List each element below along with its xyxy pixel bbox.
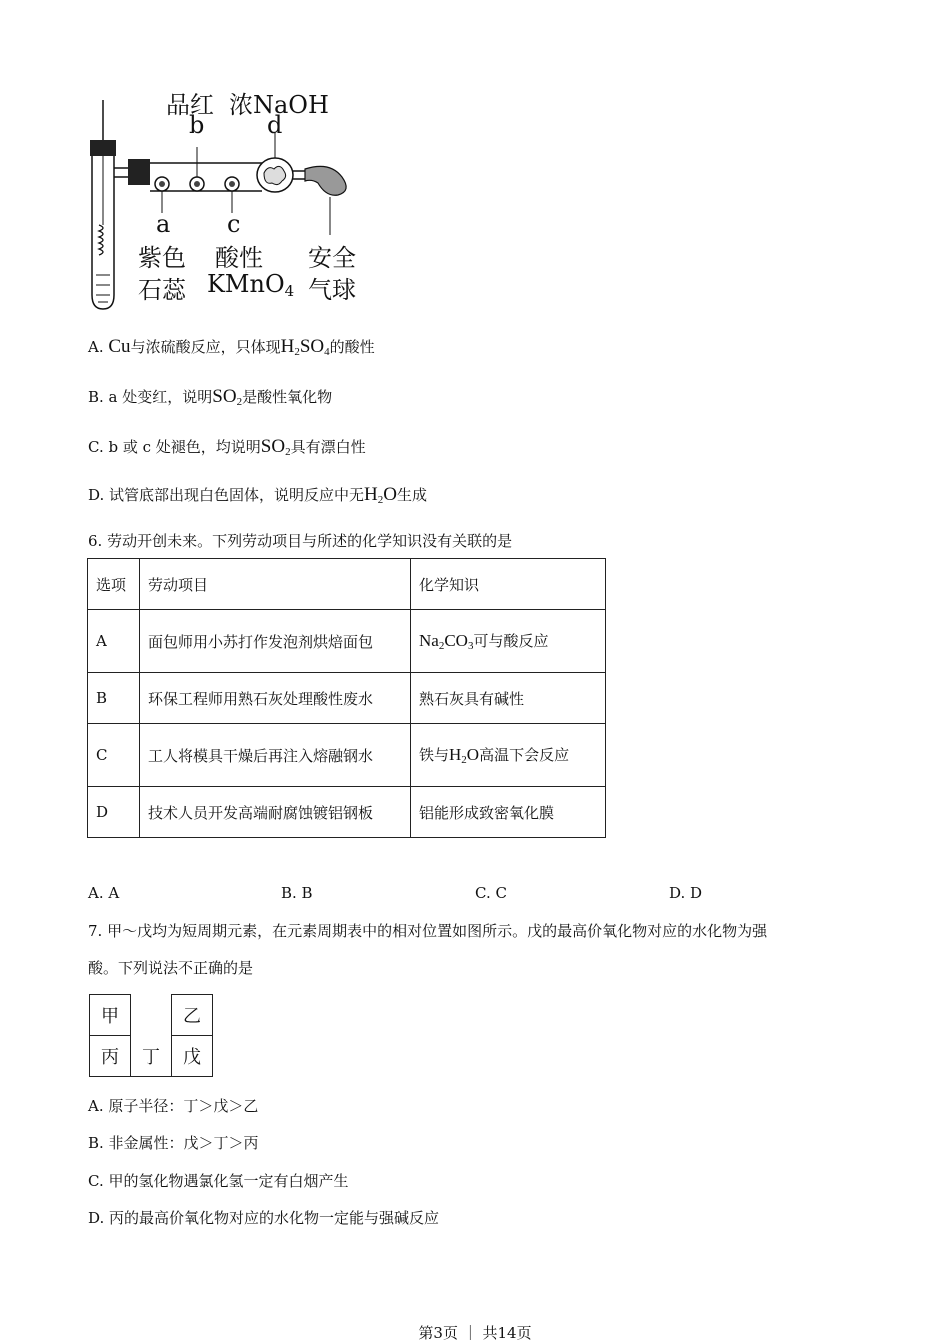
table-header-row <box>88 559 606 610</box>
table-row <box>88 673 606 724</box>
row-option: A <box>88 610 140 673</box>
table-row <box>88 610 606 673</box>
q6-choice-c[interactable]: C. C <box>475 884 507 902</box>
q6-stem: 6. 劳动开创未来。下列劳动项目与所述的化学知识没有关联的是 <box>88 532 513 550</box>
label-purple: 紫色 <box>138 244 186 272</box>
row-option: B <box>88 673 140 724</box>
cell-ding: 丁 <box>131 1036 172 1077</box>
row-item: 环保工程师用熟石灰处理酸性废水 <box>140 673 411 724</box>
cell-bing: 丙 <box>90 1036 131 1077</box>
row-item: 技术人员开发高端耐腐蚀镀铝钢板 <box>140 787 411 838</box>
q7-option-c[interactable]: C. 甲的氢化物遇氯化氢一定有白烟产生 <box>88 1172 349 1190</box>
row-knowledge: $Na_2CO_3$可与酸反应 <box>411 610 606 673</box>
label-litmus: 石蕊 <box>138 276 186 304</box>
q5-option-d[interactable]: D. 试管底部出现白色固体，说明反应中无$H_2O$生成 <box>88 484 428 506</box>
periodic-grid <box>89 994 213 1077</box>
q6-choice-d[interactable]: D. D <box>669 884 703 902</box>
row-option: D <box>88 787 140 838</box>
row-knowledge: 铝能形成致密氧化膜 <box>411 787 606 838</box>
q5-option-c[interactable]: C. b 或 c 处褪色，均说明$SO_2$具有漂白性 <box>88 436 366 458</box>
row-item: 面包师用小苏打作发泡剂烘焙面包 <box>140 610 411 673</box>
page-footer: 第3页 ｜ 共14页 <box>418 1324 532 1342</box>
cell-yi: 乙 <box>172 995 213 1036</box>
header-item: 劳动项目 <box>140 559 411 610</box>
cell-jia: 甲 <box>90 995 131 1036</box>
table-row <box>88 724 606 787</box>
label-safety: 安全 <box>308 244 356 272</box>
label-c: c <box>227 210 241 238</box>
label-acidic: 酸性 <box>215 244 263 272</box>
q7-option-d[interactable]: D. 丙的最高价氧化物对应的水化物一定能与强碱反应 <box>88 1209 440 1227</box>
label-a: a <box>156 210 171 238</box>
cell-wu: 戊 <box>172 1036 213 1077</box>
label-kmno4: KMnO$_4$ <box>207 270 295 300</box>
q6-choice-a[interactable]: A. A <box>88 884 120 902</box>
q5-option-a[interactable]: A. Cu与浓硫酸反应，只体现$H_2SO_4$的酸性 <box>88 336 375 358</box>
row-item: 工人将模具干燥后再注入熔融钢水 <box>140 724 411 787</box>
header-option: 选项 <box>88 559 140 610</box>
q7-stem-line2: 酸。下列说法不正确的是 <box>88 959 254 977</box>
row-option: C <box>88 724 140 787</box>
label-pinhong: 品红 <box>166 91 214 119</box>
cell-empty <box>131 995 172 1036</box>
q6-choice-b[interactable]: B. B <box>281 884 313 902</box>
q7-option-a[interactable]: A. 原子半径：丁＞戊＞乙 <box>88 1097 259 1115</box>
label-d: d <box>267 111 283 139</box>
header-knowledge: 化学知识 <box>411 559 606 610</box>
label-naoh: 浓NaOH <box>229 91 329 119</box>
table-row <box>88 787 606 838</box>
row-knowledge: 熟石灰具有碱性 <box>411 673 606 724</box>
label-b: b <box>189 111 205 139</box>
q5-option-b[interactable]: B. a 处变红，说明$SO_2$是酸性氧化物 <box>88 386 333 408</box>
q7-option-b[interactable]: B. 非金属性：戊＞丁＞丙 <box>88 1134 259 1152</box>
q6-table <box>87 558 606 838</box>
label-balloon: 气球 <box>308 276 356 304</box>
q7-stem-line1: 7. 甲～戊均为短周期元素，在元素周期表中的相对位置如图所示。戊的最高价氧化物对应的水化物为强 <box>88 922 768 940</box>
row-knowledge: 铁与$H_2O$高温下会反应 <box>411 724 606 787</box>
